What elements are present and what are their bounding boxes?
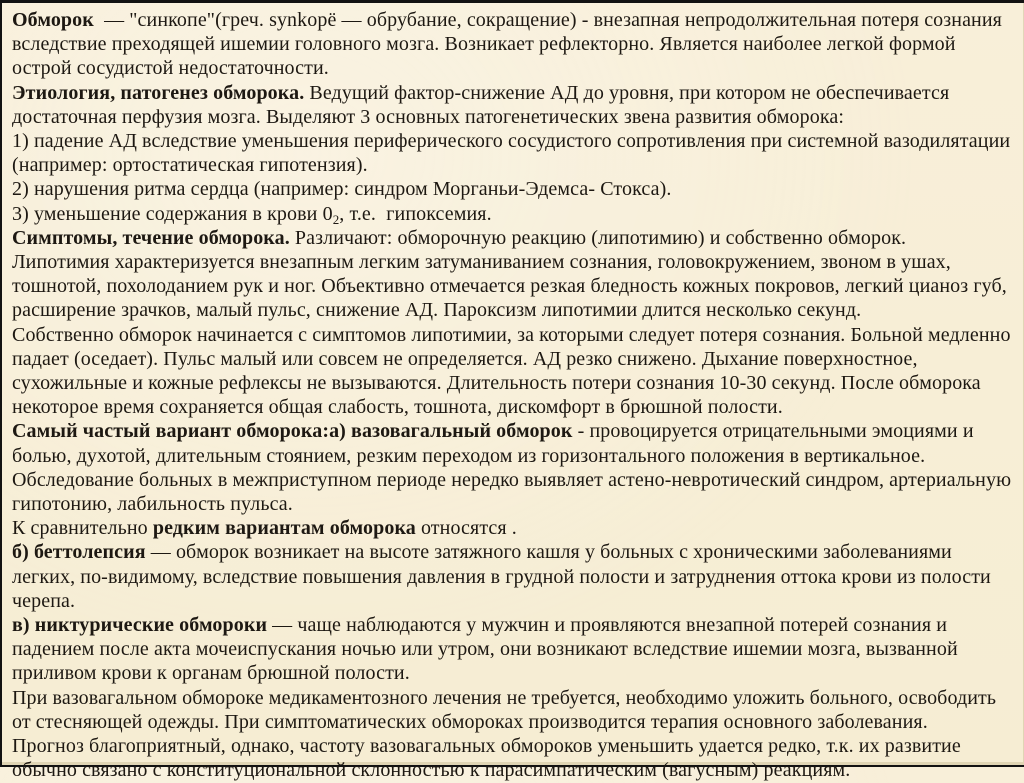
text-run: относятся . (415, 517, 517, 540)
paragraph (12, 202, 1014, 226)
slide-content (2, 3, 1024, 783)
text-run: Собственно обморок начинается с симптомов липотимии, за которыми следует потеря сознания. Больной медленно падает (оседает). Пульс малый или совсем не определяется. АД резко снижено. Дыхание поверхностное, сухожильные и кожные рефлексы не вызываются. Длительность потери сознания 10-30 секунд. После обморока некоторое время сохраняется общая слабость, тошнота, дискомфорт в брюшной полости. (12, 323, 1016, 419)
text-run: б) беттолепсия (12, 541, 146, 564)
text-run: Обследование больных в межприступном периоде нередко выявляет астено-невротический синдром, артериальную гипотонию, лабильность пульса. (12, 468, 1017, 516)
text-run: 3) уменьшение содержания в крови 0 (12, 202, 333, 225)
paragraph (12, 540, 1014, 613)
text-run: Липотимия характеризуется внезапным легким затуманиванием сознания, головокружением, звоном в ушах, тошнотой, похолоданием рук и ног. Объективно отмечается резкая бледность кожных покровов, легкий цианоз губ, расширение зрачков, малый пульс, снижение АД. Пароксизм липотимии длится несколько секунд. (12, 251, 1012, 322)
text-run: Различают: обморочную реакцию (липотимию) и собственно обморок. (289, 226, 907, 249)
text-run: , т.е. гипоксемия. (339, 202, 492, 225)
paragraph (12, 323, 1014, 420)
paragraph (12, 177, 1014, 201)
paragraph (12, 516, 1014, 540)
text-run: — "синкопе"(греч. synkopё — обрубание, сокращение) - внезапная непродолжительная потеря сознания вследствие преходящей ишемии головного мозга. Возникает рефлекторно. Является наиболее легкой формой острой сосудистой недостаточности. (12, 9, 1008, 80)
paragraph (12, 419, 1014, 467)
paragraph (12, 81, 1014, 129)
text-run: При вазовагальном обмороке медикаментозного лечения не требуется, необходимо уложить больного, освободить от стесняющей одежды. При симптоматических обмороках производится терапия основного заболевания. (12, 686, 1002, 733)
text-run: 2) нарушения ритма сердца (например: синдром Морганьи-Эдемса- Стокса). (12, 178, 672, 201)
paragraph (12, 250, 1014, 323)
text-run: Ведущий фактор-снижение АД до уровня, при котором не обеспечивается достаточная перфузия мозга. Выделяют 3 основных патогенетических звена развития обморока: (12, 81, 955, 128)
text-run: К сравнительно (12, 517, 153, 540)
text-run: Обморок (12, 9, 94, 31)
text-run: Прогноз благоприятный, однако, частоту вазовагальных обмороков уменьшить удается редко, т.к. их развитие обычно связано с конституциональной склонностью к парасимпатическим (вагусным) реакциям. (12, 735, 966, 782)
text-run: в) никтурические обмороки (12, 614, 268, 637)
paragraph (12, 8, 1014, 81)
text-run: Самый частый вариант обморока:а) вазовагальный обморок (12, 420, 573, 443)
text-run: — чаще наблюдаются у мужчин и проявляются внезапной потерей сознания и падением после акта мочеиспускания ночью или утром, они возникают вследствие ишемии мозга, вызванной приливом крови к органам брюшной полости. (12, 614, 963, 685)
text-run: Этиология, патогенез обморока. (12, 81, 305, 104)
paragraph (12, 613, 1014, 686)
text-run: — обморок возникает на высоте затяжного кашля у больных с хроническими заболеваниями легких, по-видимому, вследствие повышения давления в грудной полости и затруднения оттока крови из полости черепа. (12, 541, 996, 612)
paragraph (12, 468, 1017, 516)
text-run: Симптомы, течение обморока. (12, 226, 290, 249)
paragraph (12, 226, 1014, 250)
slide-text-block (12, 8, 1017, 783)
paragraph (12, 129, 1014, 177)
paragraph (12, 734, 1014, 782)
text-run: редким вариантам обморока (152, 517, 416, 540)
paragraph (12, 686, 1014, 734)
text-run: - провоцируется отрицательными эмоциями и болью, духотой, длительным стоянием, резким переходом из горизонтального положения в вертикальное. (12, 420, 979, 467)
text-run: 1) падение АД вследствие уменьшения периферического сосудистого сопротивления при системной вазодилятации (например: ортостатическая гипотензия). (12, 130, 1016, 177)
text-run: 2 (332, 211, 340, 227)
